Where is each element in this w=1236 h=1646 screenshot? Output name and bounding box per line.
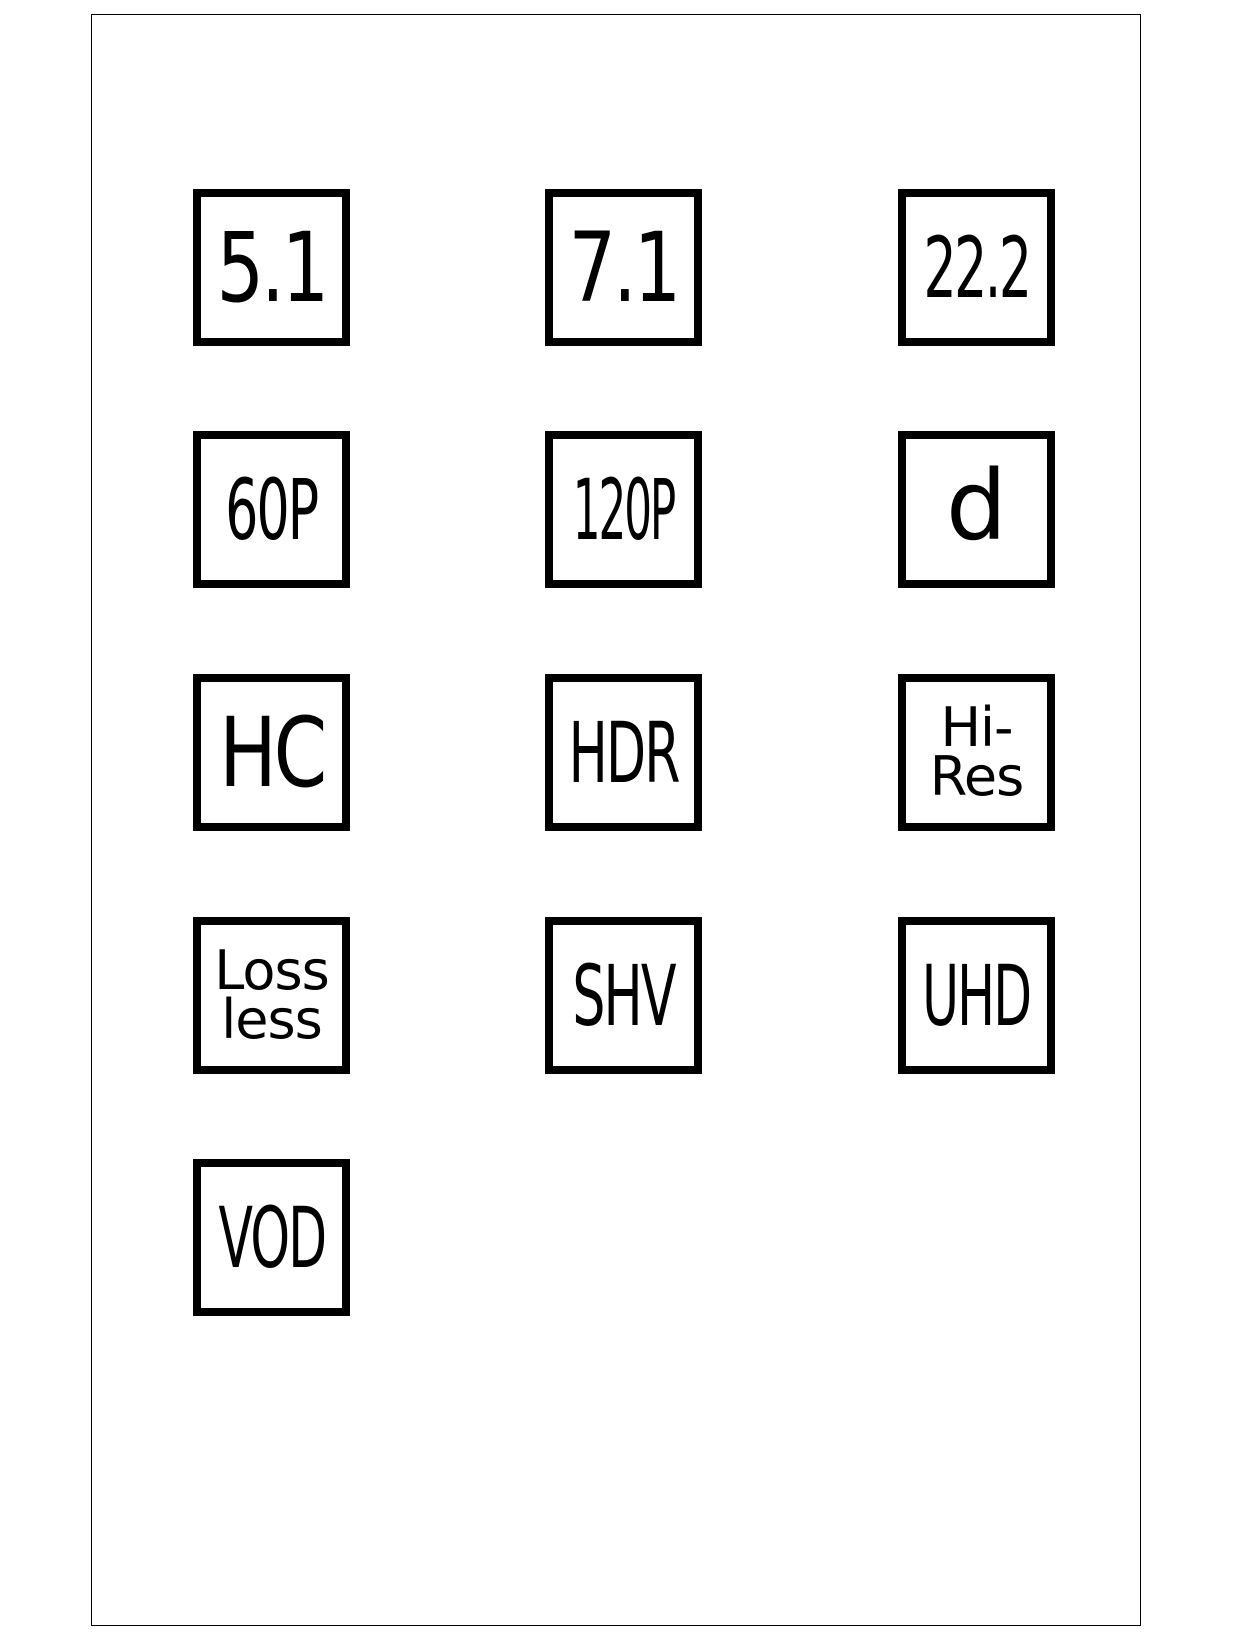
mark-5-1 bbox=[193, 189, 350, 346]
mark-lossless bbox=[193, 917, 350, 1074]
mark-label: UHD bbox=[922, 946, 1031, 1045]
mark-label: SHV bbox=[572, 946, 675, 1045]
mark-hc bbox=[193, 674, 350, 831]
mark-label: HC bbox=[219, 696, 324, 809]
mark-hi-res bbox=[898, 674, 1055, 831]
mark-label: 60P bbox=[225, 460, 318, 559]
mark-label-line-1: Loss bbox=[214, 938, 329, 1002]
mark-label-two-line bbox=[929, 695, 1024, 808]
mark-label: 120P bbox=[572, 460, 675, 559]
mark-label: 7.1 bbox=[568, 211, 679, 324]
mark-22-2 bbox=[898, 189, 1055, 346]
mark-120p bbox=[545, 431, 702, 588]
mark-d bbox=[898, 431, 1055, 588]
mark-label: HDR bbox=[568, 703, 679, 802]
mark-shv bbox=[545, 917, 702, 1074]
mark-label-two-line bbox=[214, 938, 329, 1051]
mark-uhd bbox=[898, 917, 1055, 1074]
mark-label-line-2: less bbox=[221, 987, 322, 1051]
mark-hdr bbox=[545, 674, 702, 831]
mark-vod bbox=[193, 1159, 350, 1316]
mark-label-line-2: Res bbox=[929, 744, 1024, 808]
mark-label: 5.1 bbox=[216, 211, 327, 324]
mark-7-1 bbox=[545, 189, 702, 346]
mark-label: 22.2 bbox=[923, 218, 1030, 317]
mark-label: d bbox=[946, 449, 1007, 562]
mark-label-line-1: Hi- bbox=[940, 695, 1013, 759]
mark-label: VOD bbox=[218, 1188, 325, 1287]
mark-60p bbox=[193, 431, 350, 588]
